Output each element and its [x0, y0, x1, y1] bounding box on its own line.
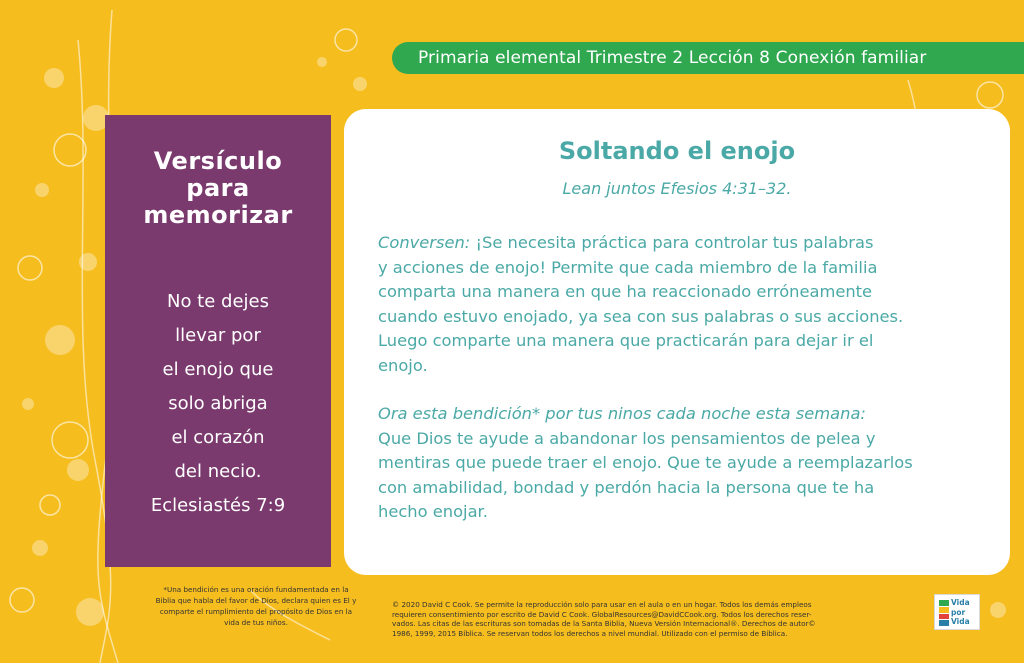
vida-por-vida-logo-icon — [939, 600, 949, 626]
memory-verse-line: el enojo que — [162, 359, 274, 380]
footnote-line: vida de tus niños. — [224, 618, 288, 627]
memory-verse-line: el corazón — [171, 427, 265, 448]
memory-verse-heading-line: Versículo — [153, 147, 283, 175]
discussion-lead: Conversen: — [378, 233, 471, 252]
memory-verse-heading-line: para — [186, 174, 250, 202]
blessing-paragraph — [378, 402, 988, 525]
memory-verse-line: No te dejes — [166, 291, 269, 312]
logo-word: por — [951, 607, 966, 617]
blessing-footnote — [140, 584, 372, 628]
copyright-line: © 2020 David C Cook. Se permite la reproducción solo para usar en el aula o en un hogar. Todos los demás empleos — [392, 600, 812, 609]
blessing-line: con amabilidad, bondad y perdón hacia la persona que te ha — [378, 477, 875, 497]
footnote-line: *Una bendición es una oración fundamentada en la — [163, 585, 349, 594]
memory-verse-heading-line: memorizar — [143, 201, 293, 229]
memory-verse-line: llevar por — [175, 325, 261, 346]
discussion-line: cuando estuvo enojado, ya sea con sus palabras o sus acciones. — [378, 306, 904, 326]
discussion-first-line — [378, 231, 988, 256]
logo-wordmark — [951, 598, 979, 627]
blessing-line: mentiras que puede traer el enojo. Que te ayude a reemplazarlos — [378, 453, 913, 472]
discussion-line: y acciones de enojo! Permite que cada miembro de la familia — [378, 257, 878, 277]
footnote-line: comparte el rumplimiento del propósito de Dios en la — [159, 607, 353, 616]
copyright-notice — [392, 600, 932, 638]
copyright-line: requieren consentimiento por escrito de David C Cook. GlobalResources@DavidCCook.org. Todos los derechos reser- — [392, 609, 812, 619]
lesson-banner: Primaria elemental Trimestre 2 Lección 8 Conexión familiar — [392, 42, 1024, 74]
memory-verse-text — [105, 285, 331, 523]
discussion-text: ¡Se necesita práctica para controlar tus palabras — [470, 233, 874, 252]
discussion-line: comparta una manera en que ha reaccionado erróneamente — [378, 282, 873, 301]
memory-verse-panel — [105, 115, 331, 567]
lesson-scripture-reference: Lean juntos Efesios 4:31–32. — [562, 179, 792, 198]
vida-por-vida-logo — [934, 594, 980, 630]
logo-word: Vida — [951, 598, 970, 607]
blessing-lead: Ora esta bendición* por tus ninos cada noche esta semana: — [378, 404, 866, 423]
memory-verse-reference: Eclesiastés 7:9 — [150, 495, 286, 516]
lesson-title: Soltando el enojo — [558, 137, 796, 165]
blessing-line: hecho enojar. — [378, 502, 488, 521]
discussion-paragraph — [378, 231, 988, 378]
blessing-line: Que Dios te ayude a abandonar los pensamientos de pelea y — [378, 428, 876, 448]
memory-verse-line: solo abriga — [168, 393, 268, 414]
memory-verse-heading — [105, 148, 331, 229]
discussion-line: Luego comparte una manera que practicarán para dejar ir el — [378, 331, 874, 350]
copyright-line: vados. Las citas de las escrituras son tomadas de la Santa Biblia, Nueva Versión Internacional®. Derechos de autor© — [392, 619, 816, 629]
logo-word: Vida — [951, 617, 970, 626]
footnote-line: Biblia que habla del favor de Dios, declara quien es El y — [155, 596, 357, 605]
discussion-line: enojo. — [378, 355, 428, 375]
copyright-line: 1986, 1999, 2015 Bíblica. Se reservan todos los derechos a nivel mundial. Utilizado con el permiso de Bíblica. — [392, 628, 788, 638]
lesson-card — [344, 109, 1010, 575]
memory-verse-line: del necio. — [174, 461, 262, 482]
